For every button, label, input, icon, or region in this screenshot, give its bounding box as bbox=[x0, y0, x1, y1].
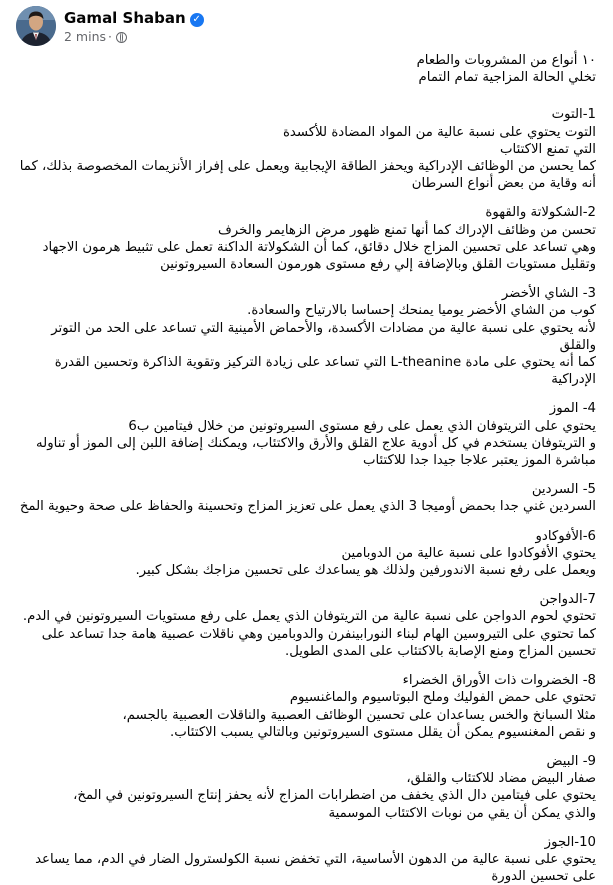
section-line: يحتوي على التريتوفان الذي يعمل على رفع مستوى السيروتونين من خلال فيتامين ب6 bbox=[128, 418, 596, 434]
section-line: كما أنه يحتوي على مادة L-theanine التي تساعد على زيادة التركيز وتقوية الذاكرة وتحسين القدرة الإدراكية bbox=[54, 355, 596, 388]
author-line bbox=[64, 9, 204, 27]
section-title: 7-الدواجن bbox=[539, 592, 596, 608]
intro-line: ١٠ أنواع من المشروبات والطعام bbox=[416, 53, 596, 68]
section-line: ويعمل على رفع نسبة الاندورفين ولذلك هو يساعدك على تحسين مزاجك بشكل كبير. bbox=[135, 563, 596, 579]
profile-photo bbox=[16, 6, 56, 46]
post-text bbox=[14, 52, 596, 885]
section-6 bbox=[14, 528, 596, 580]
intro-line: تخلي الحالة المزاجية تمام التمام bbox=[418, 70, 596, 86]
section-title: 3- الشاي الأخضر bbox=[501, 286, 596, 302]
author-name[interactable]: Gamal Shaban bbox=[64, 9, 186, 27]
separator-dot: · bbox=[108, 29, 112, 44]
section-line: لأنه يحتوي على نسبة عالية من مضادات الأكسدة، والأحماض الأمينية التي تساعد على الحد من التوتر والقلق bbox=[51, 320, 596, 353]
post-time[interactable]: 2 mins bbox=[64, 29, 107, 44]
section-line: كما يحسن من الوظائف الإدراكية ويحفز الطاقة الإيجابية ويعمل على إفراز الأنزيمات المخصوصة بذلك، كما أنه وقاية من بعض أنواع السرطان bbox=[19, 159, 596, 192]
section-line: يحتوي على نسبة عالية من الدهون الأساسية، التي تخفض نسبة الكولسترول الضار في الدم، مما يساعد على تحسين الدورة bbox=[35, 851, 596, 885]
section-line: يحتوي على فيتامين دال الذي يخفف من اضطرابات المزاج لأنه يحفز إنتاج السيروتونين في المخ، bbox=[73, 788, 596, 804]
globe-icon[interactable] bbox=[116, 32, 127, 43]
section-line: صفار البيض مضاد للاكتئاب والقلق، bbox=[406, 771, 596, 787]
section-title: 4- الموز bbox=[549, 401, 596, 417]
section-5 bbox=[14, 481, 596, 515]
section-title: 1-التوت bbox=[551, 107, 596, 123]
section-title: 8- الخضروات ذات الأوراق الخضراء bbox=[402, 673, 596, 689]
section-4 bbox=[14, 400, 596, 469]
section-title: 5- السردين bbox=[531, 482, 596, 498]
section-line: و نقص المغنسيوم يمكن أن يقلل مستوى السيروتونين وبالتالي يسبب الاكتئاب. bbox=[170, 724, 596, 740]
section-1 bbox=[14, 106, 596, 192]
post-intro bbox=[14, 52, 596, 86]
section-line: تحتوي لحوم الدواجن على نسبة عالية من التريتوفان الذي يعمل على رفع مستويات السيروتونين في الدم. bbox=[22, 609, 596, 625]
section-line: كما تحتوي على التيروسين الهام لبناء النورابينفرن والدوبامين وهي ناقلات عصبية هامة جدا تساعد على تحسين المزاج ومنع الإصابة بالاكتئاب على المدى الطويل. bbox=[41, 626, 596, 659]
section-3 bbox=[14, 285, 596, 388]
section-title: 10-الجوز bbox=[544, 834, 596, 850]
post-meta bbox=[64, 29, 127, 44]
section-line: وهي تساعد على تحسين المزاج خلال دقائق، كما أن الشكولاتة الداكنة تعمل على تثبيط هرمون الاجهاد وتقليل مستويات القلق وبالإضافة إلي رفع مستوى هورمون السعادة السيروتونين bbox=[42, 239, 596, 273]
section-line: التوت يحتوي على نسبة عالية من المواد المضادة للأكسدة bbox=[282, 124, 596, 140]
section-line: تحسن من وظائف الإدراك كما أنها تمنع ظهور مرض الزهايمر والخرف bbox=[218, 222, 596, 238]
section-line: تحتوي على حمض الفوليك وملح البوتاسيوم والماغنسيوم bbox=[289, 690, 596, 706]
verified-badge-icon: ✓ bbox=[190, 13, 204, 27]
section-line: السردين غني جدا بحمض أوميجا 3 الذي يعمل على تعزيز المزاج وتحسينة والحفاظ على صحة وحيوية المخ bbox=[19, 499, 596, 515]
section-line: و التريتوفان يستخدم في كل أدوية علاج القلق والأرق والاكتئاب، ويمكنك إضافة اللبن إلى الموز أو تناوله مباشرة الموز يعتبر علاجا جيدا جدا للاكتئاب bbox=[36, 435, 596, 469]
section-title: 2-الشكولاتة والقهوة bbox=[485, 205, 596, 221]
section-title: 6-الأفوكادو bbox=[535, 528, 596, 544]
section-line: يحتوي الأفوكادوا على نسبة عالية من الدوبامين bbox=[341, 545, 596, 561]
section-line: كوب من الشاي الأخضر يوميا يمنحك إحساسا بالارتياح والسعادة. bbox=[247, 303, 596, 319]
section-10 bbox=[14, 834, 596, 885]
avatar[interactable] bbox=[16, 6, 56, 46]
post-header bbox=[16, 6, 596, 46]
section-line: والذي يمكن أن يقي من نوبات الاكتئاب الموسمية bbox=[328, 805, 596, 821]
section-9 bbox=[14, 753, 596, 822]
section-8 bbox=[14, 672, 596, 741]
section-title: 9- البيض bbox=[546, 753, 596, 769]
section-7 bbox=[14, 591, 596, 660]
section-line: مثلا السبانخ والخس يساعدان على تحسين الوظائف العصبية والناقلات العصبية بالجسم، bbox=[122, 707, 596, 723]
section-line: التي تمنع الاكتئاب bbox=[500, 141, 596, 157]
section-2 bbox=[14, 204, 596, 273]
